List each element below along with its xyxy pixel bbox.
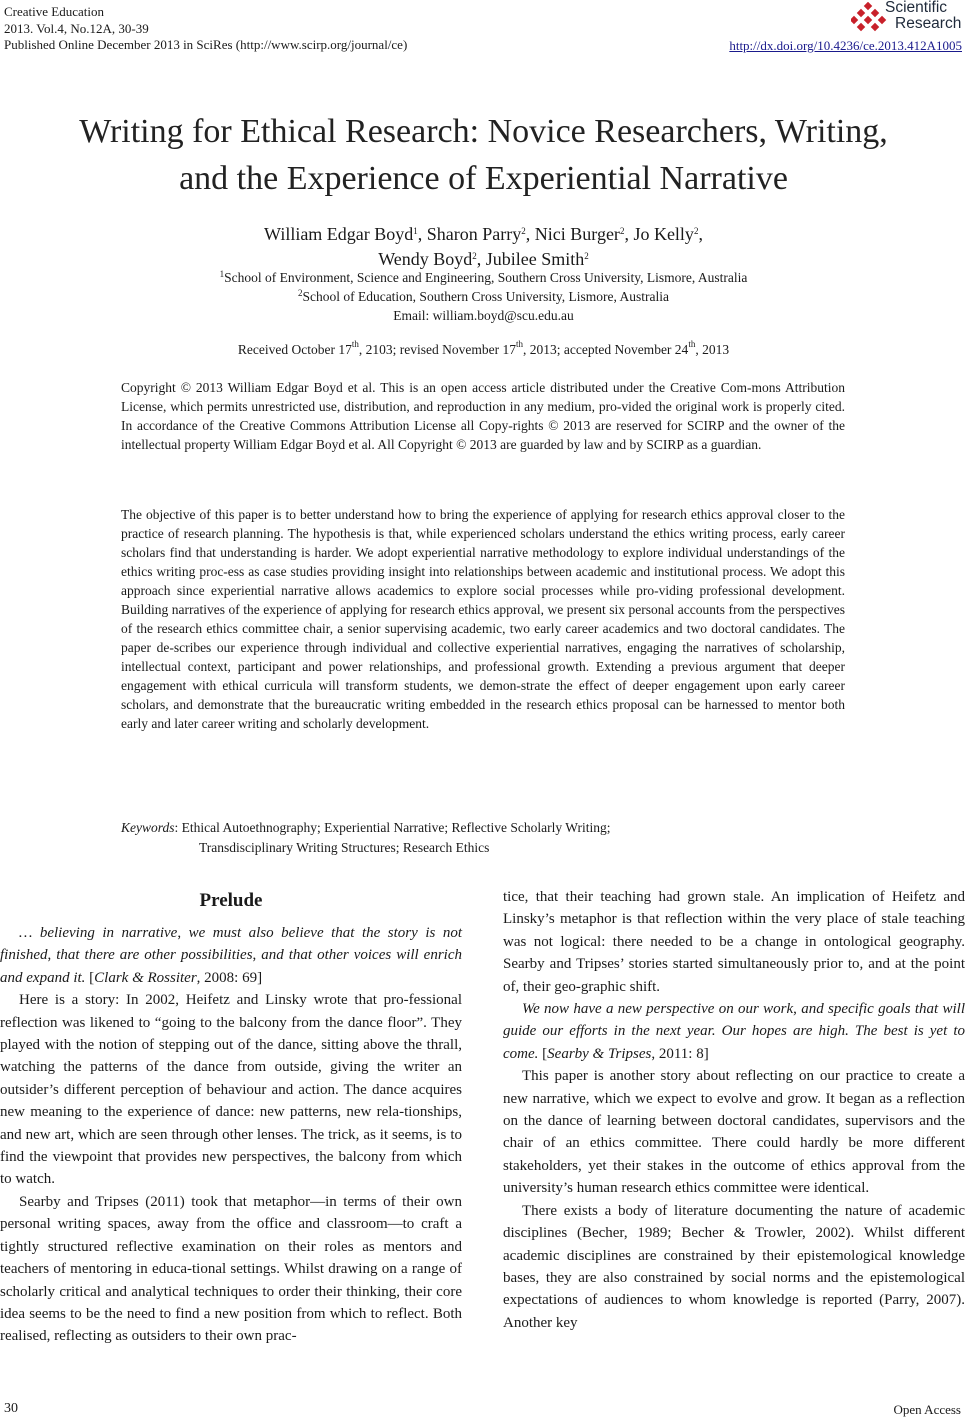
affil-sup: 1 (413, 226, 418, 236)
abstract: The objective of this paper is to better understand how to bring the experience of applying for research ethics approval closer to the practice of research planning. The hypothesis is that, while experienced scholars understand the ethics writing process, early career scholars find that understanding is harder. We adopt experiential narrative methodology to explore individual understandings of the ethics writing proc-ess as case studies providing insight into relationships between academic and institutional process. We adopt this approach since experiential narrative allows academics to explore social processes while pro-viding professional development. Building narratives of the experience of applying for research ethics approval, we present six personal accounts from the perspectives of the research ethics committee chair, a senior supervising academic, two early career academics and two doctoral candidates. The paper de-scribes our experience through individual and collective experiential narratives, engaging the narratives of scholarship, intellectual context, participant and power relationships, and professional growth. Extending a previous argument that deeper engagement with ethical curricula will transform students, we demon-strate the effect of deeper engagement upon early career scholars, and demonstrate that the bureaucratic writing embedded in the research ethics proposal can be harnessed to mentor both early and later career writing and scholarly development. (121, 507, 845, 731)
keywords-line1: : Ethical Autoethnography; Experiential Narrative; Reflective Scholarly Writing; (174, 820, 611, 835)
page-number: 30 (4, 1401, 18, 1416)
affil-sup: 2 (521, 226, 526, 236)
author-name: William Edgar Boyd (264, 224, 414, 244)
journal-name: Creative Education (4, 4, 104, 19)
left-column (0, 888, 462, 1348)
journal-published: Published Online December 2013 in SciRes (http://www.scirp.org/journal/ce) (4, 37, 408, 52)
body-paragraph: Here is a story: In 2002, Heifetz and Linsky wrote that pro-fessional reflection was likened to “going to the balcony from the dance floor”. They played with the notion of stepping out of the dance, sitting above the thrall, watching the patterns of the dance from outside, giving the writer an outsider’s different perception of behaviour and action. The dance acquires new meaning to the experience of dance: new patterns, new rela-tionships, and new art, which are seen through other lenses. The trick, as it seems, is to find the viewpoint that provides new perspectives, the balcony from which to watch. (0, 992, 462, 1188)
right-column (503, 886, 965, 1334)
affiliation-1: $^1$School of Environment, Science and Engineering, Southern Cross University, Lismore, Australia (219, 269, 748, 285)
author-name: Wendy Boyd (378, 249, 473, 269)
author-name: , Sharon Parry (417, 224, 522, 244)
author-line1: William Edgar Boyd$^1$, Sharon Parry$^2$, Nici Burger$^2$, Jo Kelly$^2$, (264, 224, 703, 244)
title-line2: and the Experience of Experiential Narrative (179, 160, 788, 197)
body-paragraph: tice, that their teaching had grown stale. An implication of Heifetz and Linsky’s metaphor is that reflection within the very place of stale teaching was not logical: there needed to be a change in ontological geography. Searby and Tripses’ stories started simultaneously prior to, and at the point of, their geo-graphic shift. (503, 889, 965, 995)
open-access-label: Open Access (893, 1402, 961, 1417)
affil-sup: 2 (472, 251, 477, 261)
affiliations (0, 268, 967, 325)
author-name: , Jubilee Smith (476, 249, 585, 269)
logo-line1: Scientific (885, 0, 948, 16)
paper-title (0, 108, 967, 202)
author-name: , Nici Burger (525, 224, 620, 244)
copyright-notice: Copyright © 2013 William Edgar Boyd et al. This is an open access article distributed under the Creative Com-mons Attribution License, which permits unrestricted use, distribution, and reproduction in any medium, pro-vided the original work is properly cited. In accordance of the Creative Commons Attribution License all Copy-rights © 2013 are reserved for SCIRP and the owner of the intellectual property William Edgar Boyd et al. All Copyright © 2013 are guarded by law and by SCIRP as a guardian. (121, 380, 845, 452)
title-line1: Writing for Ethical Research: Novice Researchers, Writing, (79, 113, 888, 150)
author-name: , Jo Kelly (624, 224, 694, 244)
received-dates: Received October 17th, 2103; revised November 17th, 2013; accepted November 24th, 2013 (237, 339, 730, 357)
affil-sup: 2 (619, 226, 625, 236)
journal-header (4, 4, 407, 54)
scientific-research-logo (851, 0, 963, 36)
body-paragraph: Searby and Tripses (2011) took that metaphor—in terms of their own personal writing spaces, away from the office and classroom—to craft a tightly structured reflective examination on their roles as mentors and teachers of mentoring in educa-tional settings. Whilst drawing on a range of scholarly critical and analytical techniques to order their thinking, their core idea seems to be the need to find a new position from which to reflect. Both realised, reflecting as outsiders to their own prac- (0, 1193, 462, 1345)
epigraph-quote-2: We now have a new perspective on our work, and specific goals that will guide our efforts in the next year. Our hopes are high. The best is yet to come. [Searby & Tripses, 2011: 8] (503, 1001, 965, 1062)
keywords-line2: Transdisciplinary Writing Structures; Research Ethics (199, 840, 490, 855)
journal-volume: 2013. Vol.4, No.12A, 30-39 (4, 20, 149, 36)
logo-line2: Research (895, 15, 962, 32)
logo-diamond-icon (851, 2, 887, 34)
doi-link[interactable]: http://dx.doi.org/10.4236/ce.2013.412A1005 (729, 38, 962, 53)
logo-wordmark (885, 0, 961, 32)
affil-sup: 2 (693, 226, 699, 236)
keywords (121, 818, 845, 858)
author-email: Email: william.boyd@scu.edu.au (393, 308, 574, 323)
affiliation-2: $^2$School of Education, Southern Cross University, Lismore, Australia (297, 288, 670, 304)
affil-sup: 2 (584, 251, 589, 261)
epigraph-quote-1: … believing in narrative, we must also believe that the story is not finished, that there are other possibilities, and that other voices will enrich and expand it. [Clark & Rossiter, 2008: 69] (0, 925, 462, 986)
body-paragraph: This paper is another story about reflecting on our practice to create a new narrative, which we expect to evolve and grow. It began as a reflection on the dance of learning between doctoral candidates, supervisors and the chair of an ethics committee. There could hardly be more different stakeholders, yet their stakes in the outcome of ethics approval from the university’s human research ethics committee were identical. (503, 1068, 965, 1197)
section-heading-prelude: Prelude (199, 890, 263, 911)
author-list (0, 222, 967, 272)
keywords-label: Keywords (121, 820, 175, 835)
body-paragraph: There exists a body of literature documenting the nature of academic disciplines (Becher, 1989; Becher & Trowler, 2002). Whilst different academic disciplines are constrained by their epistemological knowledge bases, they are also constrained by social norms and the epistemological expectations of audiences to whom knowledge is reported (Parry, 2007). Another key (503, 1202, 965, 1331)
